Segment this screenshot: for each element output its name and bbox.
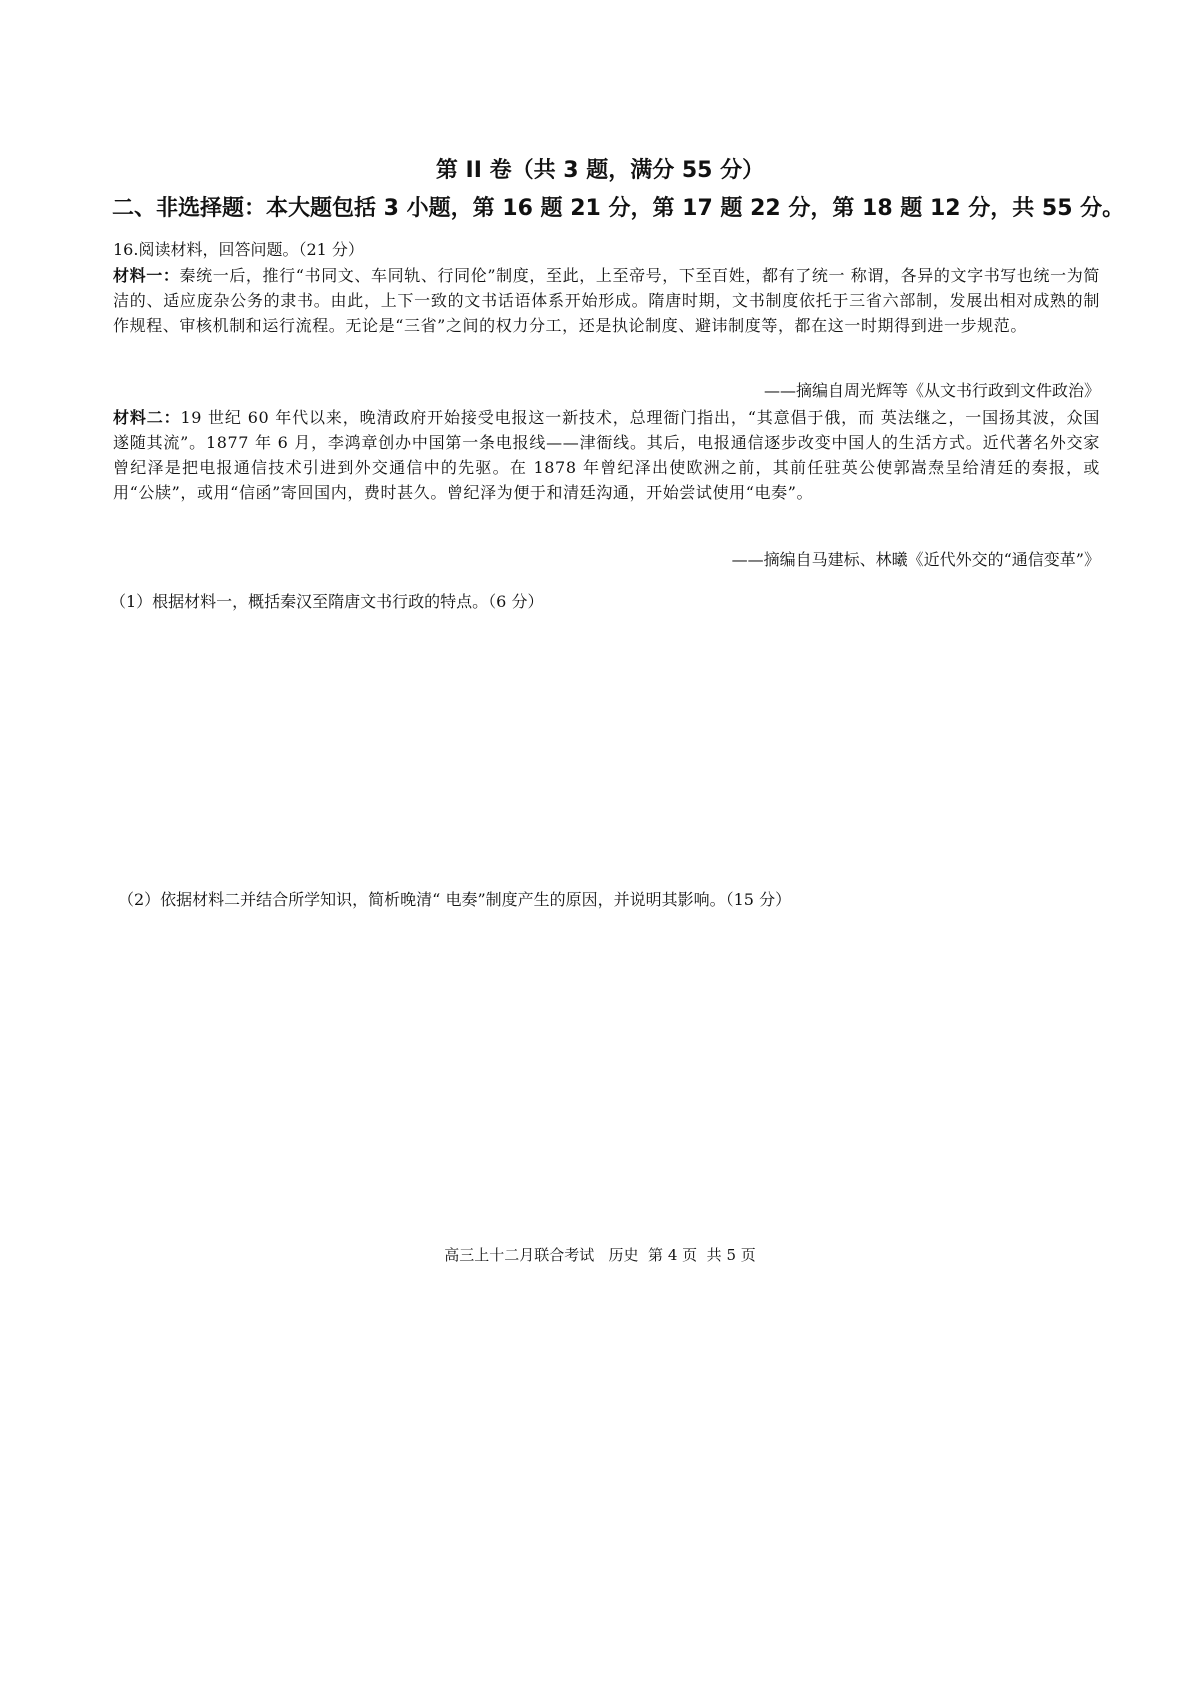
- material-two-text: 19 世纪 60 年代以来，晚清政府开始接受电报这一新技术，总理衙门指出，“其意倡于俄，而 英法继之，一国扬其波，众国遂随其流”。1877 年 6 月，李鸿章创办中国第一条电报线——津衙线。其后，电报通信逐步改变中国人的生活方式。近代著名外交家曾纪泽是把电报通信技术引进到外交通信中的先驱。在 1878 年曾纪泽出使欧洲之前，其前任驻英公使郭嵩焘呈给清廷的奏报，或用“公牍”，或用“信函”寄回国内，费时甚久。曾纪泽为便于和清廷沟通，开始尝试使用“电奏”。: [113, 408, 1100, 502]
- sub-question-2: （2）依据材料二并结合所学知识，简析晚清“ 电奏”制度产生的原因，并说明其影响。（15 分）: [118, 890, 792, 909]
- material-two-source: ——摘编自马建标、林曦《近代外交的“通信变革”》: [731, 550, 1100, 569]
- part-title: 第 II 卷（共 3 题，满分 55 分）: [435, 158, 765, 183]
- material-one: [113, 263, 1100, 338]
- section-title: 二、非选择题：本大题包括 3 小题，第 16 题 21 分，第 17 题 22 分，第 18 题 12 分，共 55 分。: [112, 196, 1125, 221]
- sub-question-1: （1）根据材料一，概括秦汉至隋唐文书行政的特点。（6 分）: [110, 592, 544, 611]
- page-footer: 高三上十二月联合考试 历史 第 4 页 共 5 页: [444, 1246, 756, 1264]
- material-one-label: 材料一：: [113, 266, 180, 285]
- material-two-label: 材料二：: [113, 408, 181, 427]
- question-title: 16.阅读材料，回答问题。（21 分）: [113, 240, 364, 259]
- material-one-source: ——摘编自周光辉等《从文书行政到文件政治》: [763, 381, 1100, 400]
- material-one-text: 秦统一后，推行“书同文、车同轨、行同伦”制度，至此，上至帝号，下至百姓，都有了统一 称谓，各异的文字书写也统一为简洁的、适应庞杂公务的隶书。由此，上下一致的文书话语体系开始形成。隋唐时期，文书制度依托于三省六部制，发展出相对成熟的制作规程、审核机制和运行流程。无论是“三省”之间的权力分工，还是执论制度、避讳制度等，都在这一时期得到进一步规范。: [113, 266, 1100, 335]
- material-two: [113, 405, 1100, 505]
